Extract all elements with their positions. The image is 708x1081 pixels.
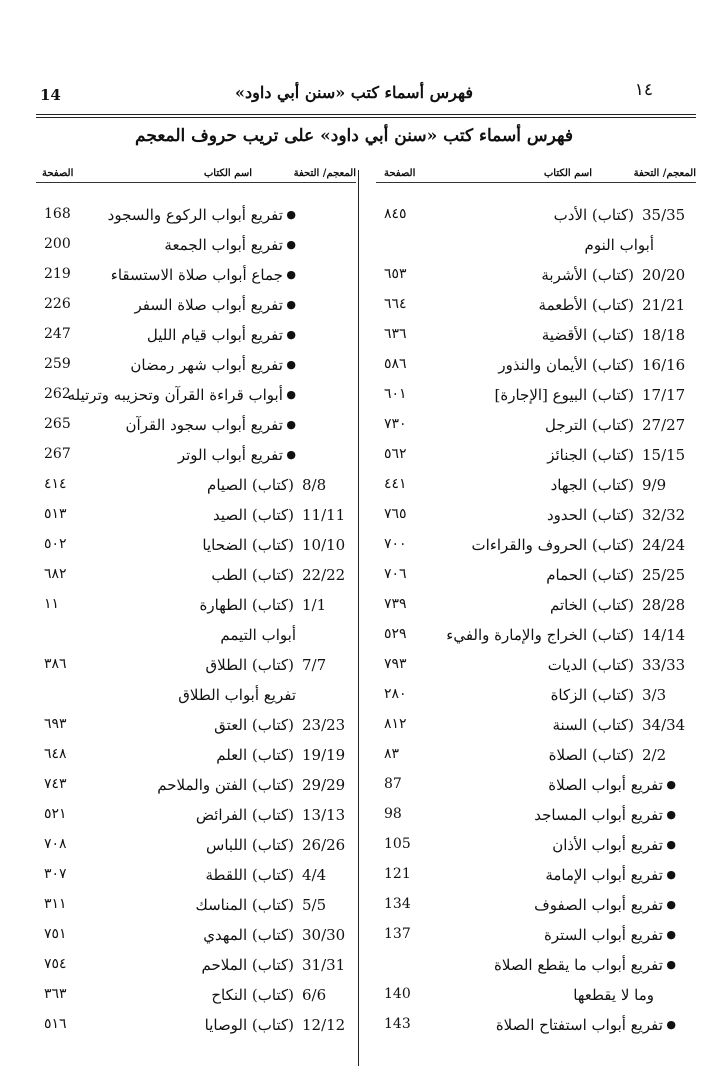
header-page: الصفحة (384, 168, 416, 179)
entry-name: ● تفريع أبواب قيام الليل (147, 326, 296, 344)
chapter-entry (376, 953, 696, 983)
page-ref: ٥١٣ (44, 506, 67, 522)
chapter-entry (376, 923, 696, 953)
dict-number: 30/30 (302, 926, 346, 944)
book-entry (376, 353, 696, 383)
page-ref: 87 (384, 776, 402, 792)
entry-name: (كتاب) الحروف والقراءات (471, 536, 634, 554)
entry-name: (كتاب) الطهارة (199, 596, 294, 614)
book-entry (376, 683, 696, 713)
entry-name: أبواب التيمم (220, 626, 296, 644)
dict-number: 20/20 (642, 266, 686, 284)
page-ref: 267 (44, 446, 71, 462)
dict-number: 21/21 (642, 296, 686, 314)
dict-number: 13/13 (302, 806, 346, 824)
page-ref: ٦٤٨ (44, 746, 67, 762)
entry-name: (كتاب) المهدي (203, 926, 294, 944)
entry-name: (كتاب) الجنائز (547, 446, 634, 464)
dict-number: 3/3 (642, 686, 667, 704)
page-ref: 137 (384, 926, 411, 942)
entry-name: (كتاب) الصيام (207, 476, 294, 494)
page-ref: ٤١٤ (44, 476, 67, 492)
header-page: الصفحة (42, 168, 74, 179)
dict-number: 25/25 (642, 566, 686, 584)
book-entry (36, 593, 356, 623)
dict-number: 34/34 (642, 716, 686, 734)
entry-name: (كتاب) الفرائض (195, 806, 294, 824)
entry-name: ● تفريع أبواب السترة (544, 926, 676, 944)
page-ref: 98 (384, 806, 402, 822)
entry-continuation (36, 683, 356, 713)
entry-name: ● تفريع أبواب صلاة السفر (134, 296, 296, 314)
entry-name: ● تفريع أبواب الوتر (178, 446, 296, 464)
book-entry (36, 473, 356, 503)
page-ref: ٦٨٢ (44, 566, 67, 582)
dict-number: 5/5 (302, 896, 327, 914)
dict-number: 19/19 (302, 746, 346, 764)
dict-number: 14/14 (642, 626, 686, 644)
chapter-entry (376, 863, 696, 893)
entry-name: (كتاب) الأطعمة (538, 296, 634, 314)
entry-name: (كتاب) البيوع [الإجارة] (494, 386, 634, 404)
entry-name: ● تفريع أبواب ما يقطع الصلاة (494, 956, 676, 974)
header-name: اسم الكتاب (203, 168, 252, 179)
page-ref: ٢٨٠ (384, 686, 407, 702)
entry-name: ● جماع أبواب صلاة الاستسقاء (111, 266, 296, 284)
entry-name: (كتاب) الأشربة (541, 266, 634, 284)
book-entry (36, 953, 356, 983)
book-entry (36, 653, 356, 683)
dict-number: 8/8 (302, 476, 327, 494)
page-ref: ٧٣٠ (384, 416, 407, 432)
page-ref: ٧٠٦ (384, 566, 407, 582)
chapter-entry (36, 233, 356, 263)
entry-name: (كتاب) اللقطة (205, 866, 294, 884)
page-ref: ٥١٦ (44, 1016, 67, 1032)
chapter-entry (376, 803, 696, 833)
index-rows (36, 203, 356, 1043)
page-ref: ٥٢١ (44, 806, 67, 822)
book-entry (376, 503, 696, 533)
dict-number: 29/29 (302, 776, 346, 794)
entry-name: ● تفريع أبواب الركوع والسجود (108, 206, 296, 224)
book-entry (376, 743, 696, 773)
entry-name: أبواب النوم (584, 236, 654, 254)
entry-name: ● تفريع أبواب الجمعة (164, 236, 296, 254)
page-ref: ٦٩٣ (44, 716, 67, 732)
dict-number: 28/28 (642, 596, 686, 614)
chapter-entry (36, 383, 356, 413)
page-number-arabic: ١٤ (634, 80, 653, 100)
page-ref: ٧٤٣ (44, 776, 67, 792)
page-ref: ٣٦٣ (44, 986, 67, 1002)
dict-number: 27/27 (642, 416, 686, 434)
dict-number: 35/35 (642, 206, 686, 224)
book-entry (36, 773, 356, 803)
book-entry (376, 443, 696, 473)
dict-number: 17/17 (642, 386, 686, 404)
page-ref: 140 (384, 986, 411, 1002)
page-ref: 259 (44, 356, 71, 372)
page-title: فهرس أسماء كتب «سنن أبي داود» على تريب حروف المعجم (135, 126, 573, 146)
chapter-entry (36, 443, 356, 473)
dict-number: 1/1 (302, 596, 327, 614)
page-ref: 168 (44, 206, 71, 222)
header-name: اسم الكتاب (543, 168, 592, 179)
entry-continuation (36, 623, 356, 653)
entry-name: (كتاب) الخراج والإمارة والفيء (446, 626, 634, 644)
dict-number: 9/9 (642, 476, 667, 494)
book-entry (36, 713, 356, 743)
dict-number: 18/18 (642, 326, 686, 344)
dict-number: 26/26 (302, 836, 346, 854)
entry-name: (كتاب) الفتن والملاحم (157, 776, 294, 794)
book-entry (376, 713, 696, 743)
page-ref: ٧٩٣ (384, 656, 407, 672)
entry-name: (كتاب) الصيد (213, 506, 294, 524)
book-entry (36, 893, 356, 923)
page-ref: ٥٨٦ (384, 356, 407, 372)
entry-name: ● تفريع أبواب الصفوف (534, 896, 676, 914)
entry-name: (كتاب) الأدب (553, 206, 634, 224)
book-entry (376, 533, 696, 563)
entry-name: (كتاب) العلم (216, 746, 294, 764)
dict-number: 4/4 (302, 866, 327, 884)
entry-name: (كتاب) النكاح (211, 986, 294, 1004)
chapter-entry (36, 263, 356, 293)
entry-name: (كتاب) الأيمان والنذور (498, 356, 634, 374)
entry-name: ● تفريع أبواب الإمامة (545, 866, 676, 884)
entry-name: ● تفريع أبواب استفتاح الصلاة (496, 1016, 676, 1034)
page-ref: ٥٢٩ (384, 626, 407, 642)
header-rule-double (36, 117, 696, 118)
chapter-entry (376, 833, 696, 863)
dict-number: 31/31 (302, 956, 346, 974)
entry-name: (كتاب) الوصايا (204, 1016, 294, 1034)
running-head (0, 78, 708, 106)
header-dict: المعجم/ التحفة (293, 168, 356, 179)
book-entry (376, 653, 696, 683)
page-ref: 143 (384, 1016, 411, 1032)
page-ref: 105 (384, 836, 411, 852)
entry-name: (كتاب) الملاحم (201, 956, 294, 974)
entry-name: (كتاب) اللباس (206, 836, 294, 854)
page-ref: ٦٣٦ (384, 326, 407, 342)
book-entry (376, 413, 696, 443)
page-ref: ٣١١ (44, 896, 67, 912)
chapter-entry (36, 203, 356, 233)
entry-name: (كتاب) الديات (547, 656, 634, 674)
page-number-latin: 14 (40, 86, 61, 104)
entry-name: (كتاب) العتق (214, 716, 294, 734)
book-entry (376, 623, 696, 653)
book-entry (376, 323, 696, 353)
book-entry (376, 593, 696, 623)
page-ref: ٣٠٧ (44, 866, 67, 882)
dict-number: 33/33 (642, 656, 686, 674)
chapter-entry (376, 773, 696, 803)
chapter-entry (376, 1013, 696, 1043)
entry-name: (كتاب) الترجل (544, 416, 634, 434)
page-ref: ٧٣٩ (384, 596, 407, 612)
chapter-entry (376, 893, 696, 923)
book-entry (36, 983, 356, 1013)
index-column-right (376, 166, 696, 1066)
chapter-entry (36, 353, 356, 383)
page-ref: ٨٤٥ (384, 206, 407, 222)
book-entry (36, 503, 356, 533)
book-entry (36, 833, 356, 863)
book-entry (376, 473, 696, 503)
entry-name: ● تفريع أبواب المساجد (534, 806, 676, 824)
dict-number: 10/10 (302, 536, 346, 554)
page-ref: 134 (384, 896, 411, 912)
book-entry (36, 803, 356, 833)
page-ref: ١١ (44, 596, 60, 612)
index-rows (376, 203, 696, 1043)
page-ref: ٧٥٤ (44, 956, 67, 972)
dict-number: 11/11 (302, 506, 346, 524)
book-entry (376, 203, 696, 233)
dict-number: 6/6 (302, 986, 327, 1004)
dict-number: 2/2 (642, 746, 667, 764)
entry-name: (كتاب) الحمام (546, 566, 634, 584)
chapter-entry (36, 413, 356, 443)
dict-number: 16/16 (642, 356, 686, 374)
book-entry (36, 743, 356, 773)
entry-name: (كتاب) السنة (552, 716, 634, 734)
dict-number: 15/15 (642, 446, 686, 464)
header-dict: المعجم/ التحفة (633, 168, 696, 179)
page-ref: 226 (44, 296, 71, 312)
page-ref: 262 (44, 386, 71, 402)
book-entry (376, 293, 696, 323)
chapter-entry (36, 293, 356, 323)
entry-name: (كتاب) الجهاد (550, 476, 634, 494)
chapter-entry (36, 323, 356, 353)
book-entry (376, 383, 696, 413)
entry-name: (كتاب) الخاتم (550, 596, 634, 614)
page-ref: ٦٦٤ (384, 296, 407, 312)
page-ref: 121 (384, 866, 411, 882)
book-entry (36, 533, 356, 563)
column-header (36, 166, 356, 183)
page-ref: ٥٦٢ (384, 446, 407, 462)
page-ref: ٧٠٠ (384, 536, 407, 552)
entry-name: ● تفريع أبواب سجود القرآن (126, 416, 296, 434)
entry-name: (كتاب) الصلاة (548, 746, 634, 764)
dict-number: 32/32 (642, 506, 686, 524)
page-ref: ٣٨٦ (44, 656, 67, 672)
book-entry (36, 863, 356, 893)
page-ref: ٥٠٢ (44, 536, 67, 552)
book-entry (36, 1013, 356, 1043)
page-ref: ٦٥٣ (384, 266, 407, 282)
header-rule (36, 114, 696, 115)
entry-name: (كتاب) الزكاة (550, 686, 634, 704)
page-ref: ٤٤١ (384, 476, 407, 492)
entry-name: (كتاب) الطلاق (205, 656, 294, 674)
entry-continuation (376, 983, 696, 1013)
entry-name: ● تفريع أبواب شهر رمضان (130, 356, 296, 374)
entry-name: (كتاب) الحدود (546, 506, 634, 524)
page-ref: 200 (44, 236, 71, 252)
page-ref: ٧٦٥ (384, 506, 407, 522)
dict-number: 23/23 (302, 716, 346, 734)
dict-number: 24/24 (642, 536, 686, 554)
entry-name: (كتاب) الطب (211, 566, 294, 584)
page-ref: ٨٣ (384, 746, 400, 762)
column-header (376, 166, 696, 183)
book-entry (376, 263, 696, 293)
entry-name: (كتاب) المناسك (195, 896, 294, 914)
page-ref: ٧٥١ (44, 926, 67, 942)
entry-name: ● تفريع أبواب الصلاة (548, 776, 676, 794)
entry-name: ● أبواب قراءة القرآن وتحزيبه وترتيله (68, 386, 296, 404)
page-ref: ٦٠١ (384, 386, 407, 402)
entry-name: وما لا يقطعها (573, 986, 654, 1004)
index-column-left (36, 166, 356, 1066)
page-ref: 219 (44, 266, 71, 282)
entry-continuation (376, 233, 696, 263)
running-title: فهرس أسماء كتب «سنن أبي داود» (235, 83, 473, 102)
entry-name: ● تفريع أبواب الأذان (552, 836, 676, 854)
book-entry (36, 563, 356, 593)
book-entry (36, 923, 356, 953)
page-ref: ٧٠٨ (44, 836, 67, 852)
dict-number: 7/7 (302, 656, 327, 674)
entry-name: (كتاب) الضحايا (202, 536, 294, 554)
dict-number: 22/22 (302, 566, 346, 584)
entry-name: (كتاب) الأقضية (541, 326, 634, 344)
book-entry (376, 563, 696, 593)
page-ref: 247 (44, 326, 71, 342)
dict-number: 12/12 (302, 1016, 346, 1034)
entry-name: تفريع أبواب الطلاق (178, 686, 296, 704)
page-ref: ٨١٢ (384, 716, 407, 732)
column-divider (358, 170, 359, 1066)
page-ref: 265 (44, 416, 71, 432)
